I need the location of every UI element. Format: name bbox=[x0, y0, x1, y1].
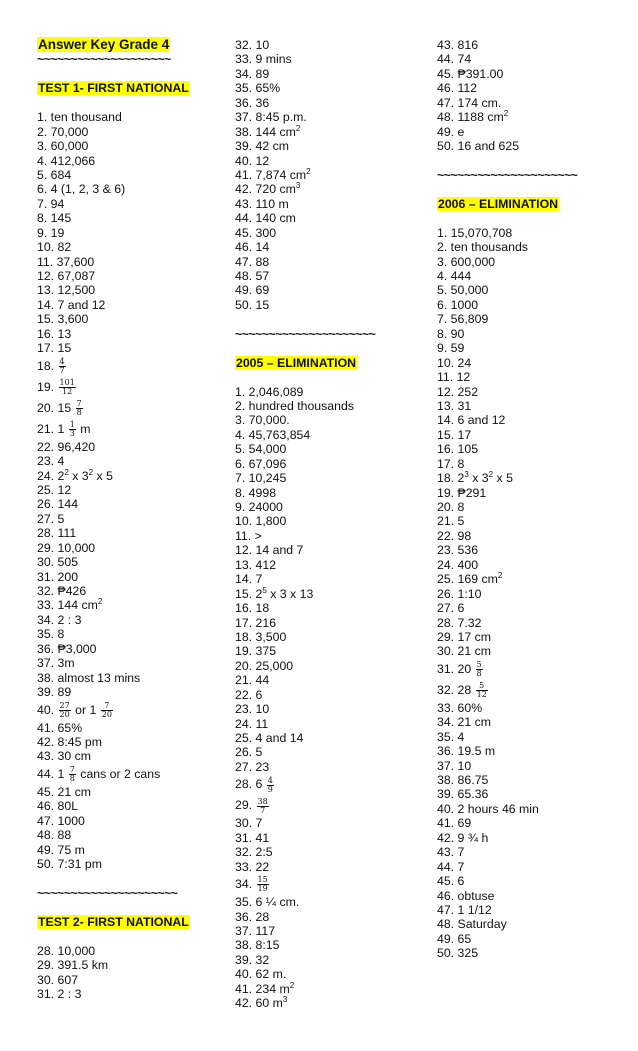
answer-line: 10. 24 bbox=[437, 355, 472, 370]
answer-line: 44. 7 bbox=[437, 859, 465, 874]
heading-highlight: TEST 1- FIRST NATIONAL bbox=[38, 81, 189, 96]
answer-text: 42. 720 cm bbox=[235, 182, 296, 197]
answer-line: 6. 4 (1, 2, 3 & 6) bbox=[37, 182, 126, 197]
answer-line: 2. 70,000 bbox=[37, 124, 89, 139]
answer-end: x 3 x 13 bbox=[266, 586, 314, 601]
answer-line: 49. 69 bbox=[235, 283, 270, 298]
column-1 bbox=[37, 38, 227, 1001]
answer-line: 17. 216 bbox=[235, 615, 277, 630]
answer-line: 3. 60,000 bbox=[37, 139, 89, 154]
answer-line: 22. 98 bbox=[437, 528, 472, 543]
denominator: 12 bbox=[62, 386, 73, 396]
answer-line: 15. 3,600 bbox=[37, 312, 89, 327]
answer-line: 45. 6 bbox=[437, 874, 465, 889]
numerator: 7 bbox=[69, 765, 75, 775]
answer-line: 28. 10,000 bbox=[37, 943, 96, 958]
heading-highlight: TEST 2- FIRST NATIONAL bbox=[38, 914, 189, 929]
fraction bbox=[101, 702, 113, 719]
answer-prefix: 40. bbox=[37, 702, 58, 717]
answer-line: 5. 50,000 bbox=[437, 283, 489, 298]
answer-line: 7. 10,245 bbox=[235, 471, 287, 486]
numerator: 101 bbox=[59, 377, 75, 387]
fraction bbox=[476, 682, 488, 699]
numerator: 27 bbox=[59, 700, 70, 710]
answer-line bbox=[37, 356, 227, 377]
answer-line: 38. 86.75 bbox=[437, 773, 489, 787]
fraction bbox=[267, 777, 274, 794]
exponent: 2 bbox=[88, 467, 94, 477]
answer-line: 35. 65% bbox=[235, 81, 281, 96]
answer-line: 14. 7 and 12 bbox=[37, 297, 106, 312]
answer-line bbox=[437, 572, 627, 586]
exponent: 2 bbox=[64, 467, 69, 477]
answer-line: 40. 62 m. bbox=[235, 967, 287, 982]
answer-line: 46. 112 bbox=[437, 81, 478, 96]
answer-line: 35. 8 bbox=[37, 627, 65, 642]
answer-line: 44. 74 bbox=[437, 52, 472, 67]
denominator: 7 bbox=[59, 365, 65, 375]
answer-prefix: 32. 28 bbox=[437, 682, 475, 697]
answer-line bbox=[37, 598, 227, 612]
answer-line: 25. 4 and 14 bbox=[235, 731, 304, 745]
answer-line: 17. 15 bbox=[37, 341, 72, 356]
answer-line: 35. 4 bbox=[437, 729, 465, 744]
answer-line: 11. 37,600 bbox=[37, 254, 95, 269]
answer-line: 20. 8 bbox=[437, 500, 465, 514]
exponent: 2 bbox=[97, 597, 103, 607]
answer-line: 48. 57 bbox=[235, 269, 270, 283]
answer-mid: or 1 bbox=[71, 702, 100, 717]
answer-line: 11. > bbox=[235, 528, 262, 543]
answer-line: 35. 6 ¼ cm. bbox=[235, 895, 300, 910]
answer-line: 13. 412 bbox=[235, 557, 277, 572]
fraction bbox=[59, 358, 66, 375]
denominator: 19 bbox=[257, 884, 268, 894]
spacer bbox=[437, 211, 627, 225]
answer-line: 26. 5 bbox=[235, 745, 263, 760]
answer-line: 12. 67,087 bbox=[37, 269, 96, 283]
denominator: 7 bbox=[260, 805, 266, 815]
column-3 bbox=[437, 38, 627, 961]
answer-line: 46. 80L bbox=[37, 799, 79, 814]
answer-line: 29. 10,000 bbox=[37, 540, 96, 555]
answer-line: 23. 4 bbox=[37, 454, 65, 469]
denominator: 12 bbox=[476, 690, 487, 700]
answer-line: 48. Saturday bbox=[437, 917, 507, 932]
answer-line bbox=[235, 774, 425, 795]
numerator: 15 bbox=[257, 875, 268, 885]
answer-line: 39. 65.36 bbox=[437, 787, 489, 802]
answer-line: 43. 7 bbox=[437, 845, 465, 860]
answer-line: 14. 6 and 12 bbox=[437, 413, 506, 428]
answer-line: 40. 12 bbox=[235, 153, 270, 168]
exponent: 2 bbox=[306, 166, 311, 176]
answer-line: 13. 12,500 bbox=[37, 283, 96, 298]
answer-line: 26. 144 bbox=[37, 497, 79, 512]
numerator: 7 bbox=[76, 398, 82, 408]
answer-line: 2. ten thousands bbox=[437, 240, 528, 255]
answer-line: 1. 2,046,089 bbox=[235, 384, 304, 399]
answer-prefix: 29. bbox=[235, 798, 256, 813]
answer-prefix: 20. 15 bbox=[37, 400, 75, 415]
answer-line bbox=[235, 587, 425, 601]
answer-end: x 5 bbox=[93, 468, 113, 483]
answer-line: 17. 8 bbox=[437, 456, 465, 471]
answer-text: 15. 2 bbox=[235, 586, 263, 601]
answer-line: 22. 96,420 bbox=[37, 439, 96, 454]
answer-line: 26. 1:10 bbox=[437, 586, 482, 601]
answer-line: 30. 607 bbox=[37, 972, 79, 987]
answer-line: 18. 3,500 bbox=[235, 629, 287, 644]
answer-mid: x 3 bbox=[468, 471, 489, 486]
answer-line: 1. 15,070,708 bbox=[437, 225, 513, 240]
section-heading bbox=[437, 197, 627, 211]
answer-line: 33. 9 mins bbox=[235, 52, 292, 67]
answer-line: 49. 65 bbox=[437, 931, 472, 946]
answer-line: 46. obtuse bbox=[437, 888, 495, 903]
fraction bbox=[69, 766, 76, 783]
answer-line: 33. 22 bbox=[235, 859, 270, 874]
column-2 bbox=[235, 38, 425, 1011]
answer-line: 34. 21 cm bbox=[437, 715, 491, 730]
heading-highlight: 2006 – ELIMINATION bbox=[438, 196, 559, 211]
answer-line: 12. 252 bbox=[437, 384, 479, 399]
answer-prefix: 31. 20 bbox=[437, 661, 475, 676]
exponent: 2 bbox=[488, 470, 494, 480]
answer-line: 30. 505 bbox=[37, 555, 79, 570]
answer-line bbox=[437, 680, 627, 701]
answer-line: 7. 56,809 bbox=[437, 312, 489, 327]
answer-line: 32. 2:5 bbox=[235, 845, 273, 860]
answer-line: 40. 2 hours 46 min bbox=[437, 801, 539, 816]
answer-line: 42. 8:45 pm bbox=[37, 734, 102, 749]
answer-line: 47. 1000 bbox=[37, 813, 85, 828]
heading-highlight: Answer Key Grade 4 bbox=[38, 37, 170, 52]
answer-line: 31. 41 bbox=[235, 830, 270, 845]
answer-line: 41. 65% bbox=[37, 720, 83, 735]
answer-text: 33. 144 cm bbox=[37, 598, 98, 613]
answer-text: 18. 2 bbox=[437, 471, 465, 486]
answer-line: 49. 75 m bbox=[37, 842, 85, 857]
heading-highlight: 2005 – ELIMINATION bbox=[236, 355, 357, 370]
answer-prefix: 28. 6 bbox=[235, 777, 266, 792]
answer-line: 36. 28 bbox=[235, 909, 270, 924]
answer-line: 3. 70,000. bbox=[235, 413, 290, 428]
section-heading bbox=[37, 915, 227, 929]
spacer bbox=[37, 871, 227, 885]
spacer bbox=[235, 370, 425, 384]
answer-line: 37. 3m bbox=[37, 656, 75, 671]
answer-line: 50. 15 bbox=[235, 297, 270, 312]
answer-line: ~~~~~~~~~~~~~~~~~~~~~ bbox=[37, 885, 178, 900]
answer-line: 10. 82 bbox=[37, 240, 72, 255]
answer-line bbox=[235, 996, 425, 1010]
answer-text: 24. 2 bbox=[37, 468, 65, 483]
answer-line bbox=[37, 377, 227, 398]
answer-line: 20. 25,000 bbox=[235, 658, 294, 673]
answer-line: 39. 42 cm bbox=[235, 139, 289, 154]
answer-line: 27. 6 bbox=[437, 601, 465, 616]
answer-line: 36. 36 bbox=[235, 95, 270, 110]
denominator: 8 bbox=[69, 774, 75, 784]
answer-text: 25. 169 cm bbox=[437, 572, 498, 587]
answer-line: 16. 13 bbox=[37, 326, 72, 341]
answer-line bbox=[437, 659, 627, 680]
answer-line: 4. 45,763,854 bbox=[235, 427, 311, 442]
answer-line: 43. 30 cm bbox=[37, 749, 91, 764]
answer-line: 48. 88 bbox=[37, 828, 72, 843]
answer-line: 44. 140 cm bbox=[235, 211, 296, 226]
answer-line: 15. 17 bbox=[437, 427, 472, 442]
answer-line bbox=[437, 110, 627, 124]
numerator: 4 bbox=[267, 775, 273, 785]
answer-line: 19. ₱291 bbox=[437, 485, 487, 500]
numerator: 38 bbox=[257, 796, 268, 806]
spacer bbox=[37, 96, 227, 110]
numerator: 5 bbox=[476, 682, 488, 691]
answer-line: 30. 7 bbox=[235, 816, 263, 831]
answer-line bbox=[235, 168, 425, 182]
answer-line: 8. 90 bbox=[437, 326, 465, 341]
answer-line: 47. 1 1/12 bbox=[437, 902, 492, 917]
numerator: 1 bbox=[69, 419, 75, 429]
answer-line: 32. ₱426 bbox=[37, 584, 87, 598]
answer-line: 16. 18 bbox=[235, 601, 270, 616]
answer-line: 9. 24000 bbox=[235, 500, 283, 514]
answer-suffix: m bbox=[76, 421, 91, 436]
spacer bbox=[437, 154, 627, 168]
answer-line: 36. 19.5 m bbox=[437, 744, 496, 759]
fraction bbox=[69, 421, 76, 438]
exponent: 2 bbox=[503, 109, 509, 119]
answer-line: 22. 6 bbox=[235, 687, 263, 702]
answer-line: ~~~~~~~~~~~~~~~~~~~~ bbox=[37, 52, 171, 67]
answer-line bbox=[235, 982, 425, 996]
answer-line: 27. 5 bbox=[37, 511, 65, 526]
answer-line: 28. 111 bbox=[37, 526, 77, 541]
fraction bbox=[59, 379, 76, 396]
answer-line: 11. 12 bbox=[437, 370, 471, 385]
answer-line: 2. hundred thousands bbox=[235, 398, 354, 413]
spacer bbox=[37, 929, 227, 943]
answer-mid: x 3 bbox=[68, 468, 89, 483]
answer-line: 30. 21 cm bbox=[437, 644, 491, 659]
numerator: 4 bbox=[59, 356, 65, 366]
answer-line: 13. 31 bbox=[437, 398, 472, 413]
spacer bbox=[37, 67, 227, 81]
answer-line: 46. 14 bbox=[235, 240, 270, 255]
answer-text: 41. 7,874 cm bbox=[235, 167, 307, 182]
answer-prefix: 18. bbox=[37, 358, 58, 373]
answer-line: 31. 200 bbox=[37, 569, 79, 584]
exponent: 2 bbox=[295, 123, 301, 133]
answer-line: 37. 117 bbox=[235, 923, 276, 938]
answer-line: 39. 32 bbox=[235, 952, 270, 967]
answer-line: 6. 67,096 bbox=[235, 456, 287, 471]
answer-prefix: 44. 1 bbox=[37, 766, 68, 781]
answer-line: 3. 600,000 bbox=[437, 254, 496, 269]
exponent: 3 bbox=[295, 181, 301, 191]
answer-line: 45. 21 cm bbox=[37, 784, 91, 799]
denominator: 9 bbox=[267, 784, 273, 794]
answer-line: 36. ₱3,000 bbox=[37, 641, 97, 656]
answer-line: 34. 89 bbox=[235, 66, 270, 81]
answer-line: 37. 10 bbox=[437, 758, 472, 773]
answer-line bbox=[37, 469, 227, 483]
answer-line: 33. 60% bbox=[437, 700, 483, 715]
answer-line: 14. 7 bbox=[235, 572, 263, 587]
answer-end: x 5 bbox=[493, 471, 513, 486]
answer-line: 12. 14 and 7 bbox=[235, 543, 304, 558]
answer-line: 7. 94 bbox=[37, 196, 65, 211]
answer-line: 45. ₱391.00 bbox=[437, 66, 504, 81]
answer-line: 38. almost 13 mins bbox=[37, 670, 141, 685]
answer-line bbox=[37, 700, 227, 721]
answer-line: 50. 7:31 pm bbox=[37, 857, 102, 871]
answer-line: 5. 54,000 bbox=[235, 442, 287, 457]
section-heading bbox=[235, 356, 425, 370]
answer-line: 32. 10 bbox=[235, 38, 270, 52]
answer-text: 41. 234 m bbox=[235, 981, 290, 996]
answer-line: ~~~~~~~~~~~~~~~~~~~~~ bbox=[235, 326, 376, 341]
answer-line: 43. 110 m bbox=[235, 196, 289, 211]
answer-line bbox=[235, 795, 425, 816]
answer-line: 4. 412,066 bbox=[37, 153, 96, 168]
answer-line: 24. 11 bbox=[235, 716, 269, 731]
answer-line: 47. 88 bbox=[235, 254, 270, 269]
answer-line: 43. 816 bbox=[437, 38, 479, 52]
answer-line bbox=[37, 764, 227, 785]
answer-line: 6. 1000 bbox=[437, 297, 479, 312]
answer-line: ~~~~~~~~~~~~~~~~~~~~~ bbox=[437, 167, 578, 182]
answer-line: 24. 400 bbox=[437, 557, 479, 572]
spacer bbox=[235, 312, 425, 326]
exponent: 5 bbox=[262, 585, 267, 595]
answer-line: 21. 5 bbox=[437, 514, 465, 529]
fraction bbox=[476, 661, 483, 678]
exponent: 2 bbox=[497, 571, 503, 581]
answer-line: 29. 391.5 km bbox=[37, 958, 109, 973]
denominator: 20 bbox=[59, 709, 70, 719]
exponent: 2 bbox=[289, 980, 295, 990]
answer-line: 37. 8:45 p.m. bbox=[235, 110, 307, 125]
answer-line: 1. ten thousand bbox=[37, 110, 122, 125]
answer-text: 48. 1188 cm bbox=[437, 110, 504, 125]
answer-line: 38. 8:15 bbox=[235, 938, 280, 953]
answer-line: 19. 375 bbox=[235, 644, 277, 659]
answer-line: 34. 2 : 3 bbox=[37, 612, 82, 627]
answer-line bbox=[37, 419, 227, 440]
denominator: 20 bbox=[101, 709, 112, 719]
answer-line: 29. 17 cm bbox=[437, 629, 491, 644]
answer-line: 41. 69 bbox=[437, 816, 472, 831]
answer-line bbox=[437, 471, 627, 485]
answer-suffix: cans or 2 cans bbox=[76, 766, 161, 781]
answer-line: 50. 325 bbox=[437, 946, 479, 961]
answer-line bbox=[235, 182, 425, 196]
answer-line: 25. 12 bbox=[37, 482, 72, 497]
spacer bbox=[437, 182, 627, 196]
answer-line: 45. 300 bbox=[235, 225, 277, 240]
answer-line: 5. 684 bbox=[37, 167, 72, 182]
answer-line: 47. 174 cm. bbox=[437, 95, 502, 110]
answer-line bbox=[235, 125, 425, 139]
answer-line bbox=[37, 398, 227, 419]
spacer bbox=[235, 341, 425, 355]
answer-line: 31. 2 : 3 bbox=[37, 986, 82, 1001]
numerator: 7 bbox=[101, 702, 113, 711]
answer-line: 28. 7.32 bbox=[437, 615, 482, 630]
exponent: 3 bbox=[464, 470, 469, 480]
answer-prefix: 19. bbox=[37, 379, 58, 394]
answer-line: 50. 16 and 625 bbox=[437, 139, 520, 154]
exponent: 3 bbox=[282, 995, 288, 1005]
answer-line: 4. 444 bbox=[437, 269, 472, 283]
answer-line: 39. 89 bbox=[37, 685, 72, 700]
answer-prefix: 34. bbox=[235, 877, 256, 892]
denominator: 8 bbox=[476, 669, 482, 679]
section-heading bbox=[37, 38, 227, 52]
numerator: 5 bbox=[476, 660, 482, 670]
answer-line: 8. 145 bbox=[37, 211, 72, 226]
answer-line: 23. 10 bbox=[235, 702, 270, 717]
answer-line: 9. 59 bbox=[437, 341, 465, 356]
answer-line: 16. 105 bbox=[437, 442, 479, 457]
denominator: 8 bbox=[76, 407, 82, 417]
answer-line: 8. 4998 bbox=[235, 485, 277, 500]
fraction bbox=[257, 876, 269, 893]
denominator: 3 bbox=[69, 428, 75, 438]
answer-line bbox=[235, 874, 425, 895]
fraction bbox=[59, 702, 71, 719]
spacer bbox=[37, 900, 227, 914]
answer-text: 42. 60 m bbox=[235, 996, 283, 1011]
answer-line: 27. 23 bbox=[235, 759, 270, 774]
answer-line: 23. 536 bbox=[437, 543, 479, 558]
answer-line: 49. e bbox=[437, 124, 465, 139]
section-heading bbox=[37, 81, 227, 95]
answer-line: 10. 1,800 bbox=[235, 514, 287, 529]
answer-line: 21. 44 bbox=[235, 673, 270, 688]
fraction bbox=[257, 798, 269, 815]
answer-line: 42. 9 ¾ h bbox=[437, 830, 489, 845]
answer-text: 38. 144 cm bbox=[235, 124, 296, 139]
fraction bbox=[76, 400, 83, 417]
answer-prefix: 21. 1 bbox=[37, 421, 68, 436]
answer-line: 9. 19 bbox=[37, 225, 65, 240]
